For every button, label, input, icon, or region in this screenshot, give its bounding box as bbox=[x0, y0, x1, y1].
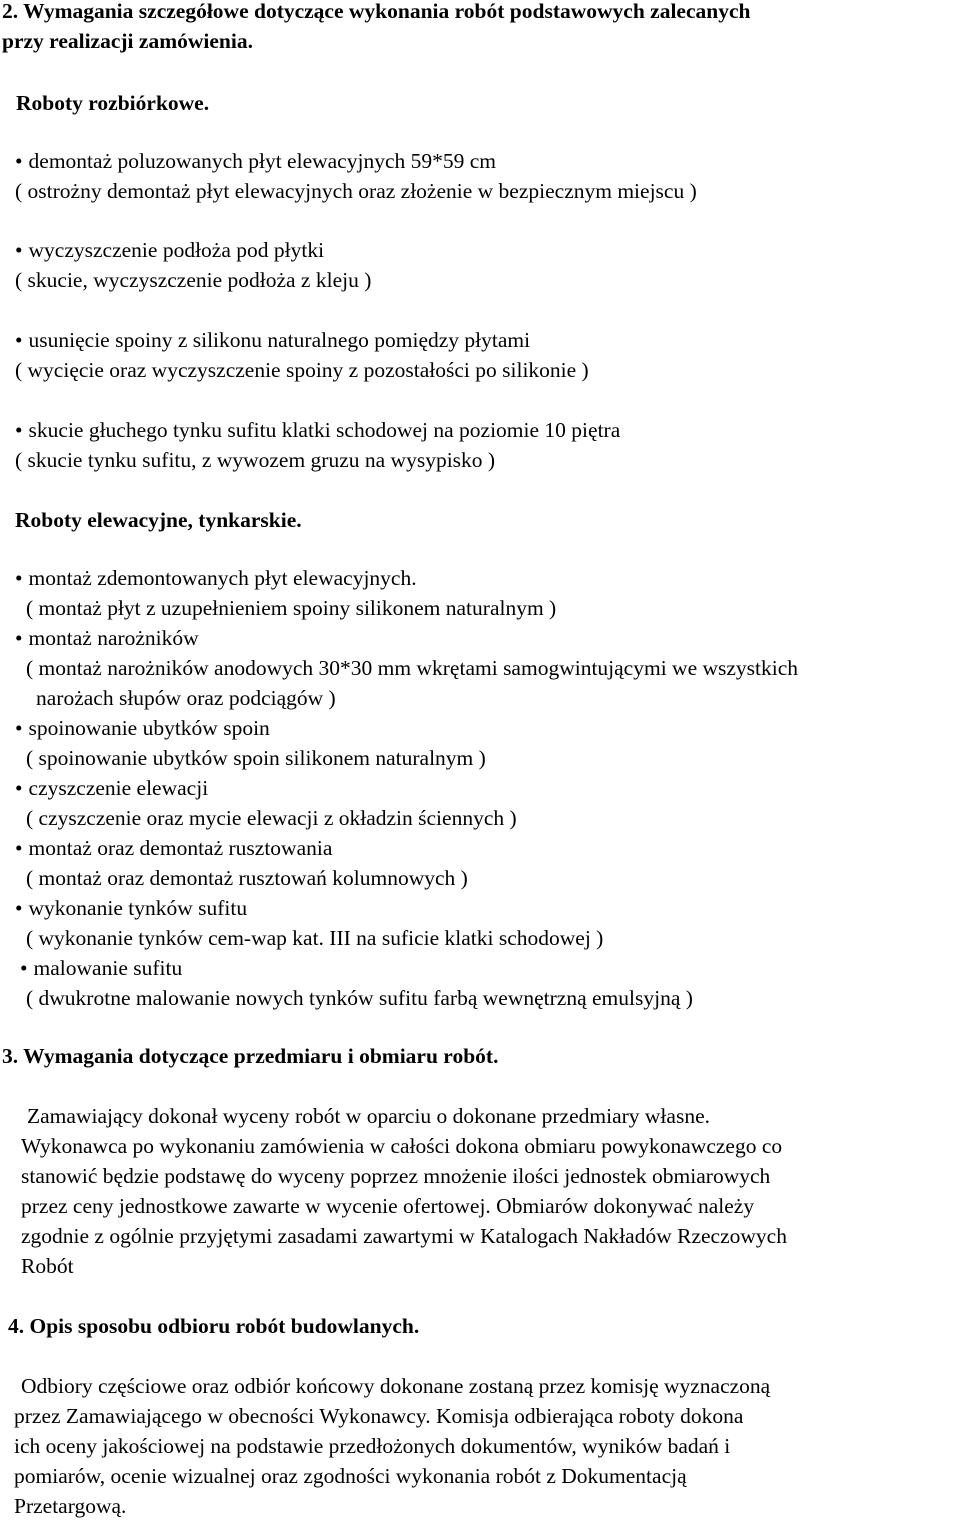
paragraph-line: przez Zamawiającego w obecności Wykonawcy. Komisja odbierająca roboty dokona bbox=[14, 1404, 744, 1428]
list-item-title: • montaż oraz demontaż rusztowania bbox=[15, 835, 332, 861]
list-item-description-continued: narożach słupów oraz podciągów ) bbox=[36, 686, 336, 710]
section-4-heading: 4. Opis sposobu odbioru robót budowlanych. bbox=[8, 1314, 420, 1338]
paragraph-line: ich oceny jakościowej na podstawie przedłożonych dokumentów, wyników badań i bbox=[14, 1434, 731, 1458]
list-item-title: • malowanie sufitu bbox=[20, 955, 182, 981]
list-item-description: ( montaż oraz demontaż rusztowań kolumnowych ) bbox=[26, 866, 468, 890]
paragraph-line: zgodnie z ogólnie przyjętymi zasadami zawartymi w Katalogach Nakładów Rzeczowych bbox=[21, 1224, 787, 1248]
paragraph-line: przez ceny jednostkowe zawarte w wycenie ofertowej. Obmiarów dokonywać należy bbox=[21, 1194, 755, 1218]
paragraph-line: Odbiory częściowe oraz odbiór końcowy dokonane zostaną przez komisję wyznaczoną bbox=[21, 1374, 771, 1398]
list-item-description: ( spoinowanie ubytków spoin silikonem naturalnym ) bbox=[26, 746, 486, 770]
subheading-demolition-works: Roboty rozbiórkowe. bbox=[16, 91, 210, 115]
list-item-description: ( montaż narożników anodowych 30*30 mm wkrętami samogwintującymi we wszystkich bbox=[26, 656, 799, 680]
list-item-title: • spoinowanie ubytków spoin bbox=[15, 715, 270, 741]
list-item-description: ( skucie tynku sufitu, z wywozem gruzu na wysypisko ) bbox=[15, 448, 496, 472]
list-item-title: • wykonanie tynków sufitu bbox=[15, 895, 247, 921]
list-item-title: • skucie głuchego tynku sufitu klatki schodowej na poziomie 10 piętra bbox=[15, 417, 620, 443]
paragraph-line: Przetargową. bbox=[14, 1494, 127, 1518]
section-3-heading: 3. Wymagania dotyczące przedmiaru i obmiaru robót. bbox=[2, 1044, 499, 1068]
section-2-heading-line-2: przy realizacji zamówienia. bbox=[2, 29, 253, 53]
list-item-description: ( montaż płyt z uzupełnieniem spoiny silikonem naturalnym ) bbox=[26, 596, 557, 620]
list-item-title: • czyszczenie elewacji bbox=[15, 775, 208, 801]
list-item-description: ( ostrożny demontaż płyt elewacyjnych oraz złożenie w bezpiecznym miejscu ) bbox=[15, 179, 697, 203]
list-item-title: • montaż zdemontowanych płyt elewacyjnych. bbox=[15, 565, 417, 591]
list-item-title: • demontaż poluzowanych płyt elewacyjnych 59*59 cm bbox=[15, 148, 496, 174]
paragraph-line: stanowić będzie podstawę do wyceny poprzez mnożenie ilości jednostek obmiarowych bbox=[21, 1164, 771, 1188]
subheading-facade-plaster-works: Roboty elewacyjne, tynkarskie. bbox=[15, 508, 302, 532]
list-item-description: ( dwukrotne malowanie nowych tynków sufitu farbą wewnętrzną emulsyjną ) bbox=[26, 986, 693, 1010]
list-item-description: ( wykonanie tynków cem-wap kat. III na suficie klatki schodowej ) bbox=[26, 926, 604, 950]
list-item-description: ( czyszczenie oraz mycie elewacji z okładzin ściennych ) bbox=[26, 806, 517, 830]
list-item-title: • wyczyszczenie podłoża pod płytki bbox=[15, 237, 324, 263]
list-item-description: ( wycięcie oraz wyczyszczenie spoiny z pozostałości po silikonie ) bbox=[15, 358, 589, 382]
paragraph-line: Zamawiający dokonał wyceny robót w oparciu o dokonane przedmiary własne. bbox=[27, 1104, 710, 1128]
list-item-description: ( skucie, wyczyszczenie podłoża z kleju ) bbox=[15, 268, 372, 292]
section-2-heading-line-1: 2. Wymagania szczegółowe dotyczące wykonania robót podstawowych zalecanych bbox=[2, 0, 751, 23]
list-item-title: • montaż narożników bbox=[15, 625, 199, 651]
paragraph-line: Robót bbox=[21, 1254, 74, 1278]
list-item-title: • usunięcie spoiny z silikonu naturalnego pomiędzy płytami bbox=[15, 327, 530, 353]
paragraph-line: Wykonawca po wykonaniu zamówienia w całości dokona obmiaru powykonawczego co bbox=[21, 1134, 783, 1158]
paragraph-line: pomiarów, ocenie wizualnej oraz zgodności wykonania robót z Dokumentacją bbox=[14, 1464, 687, 1488]
